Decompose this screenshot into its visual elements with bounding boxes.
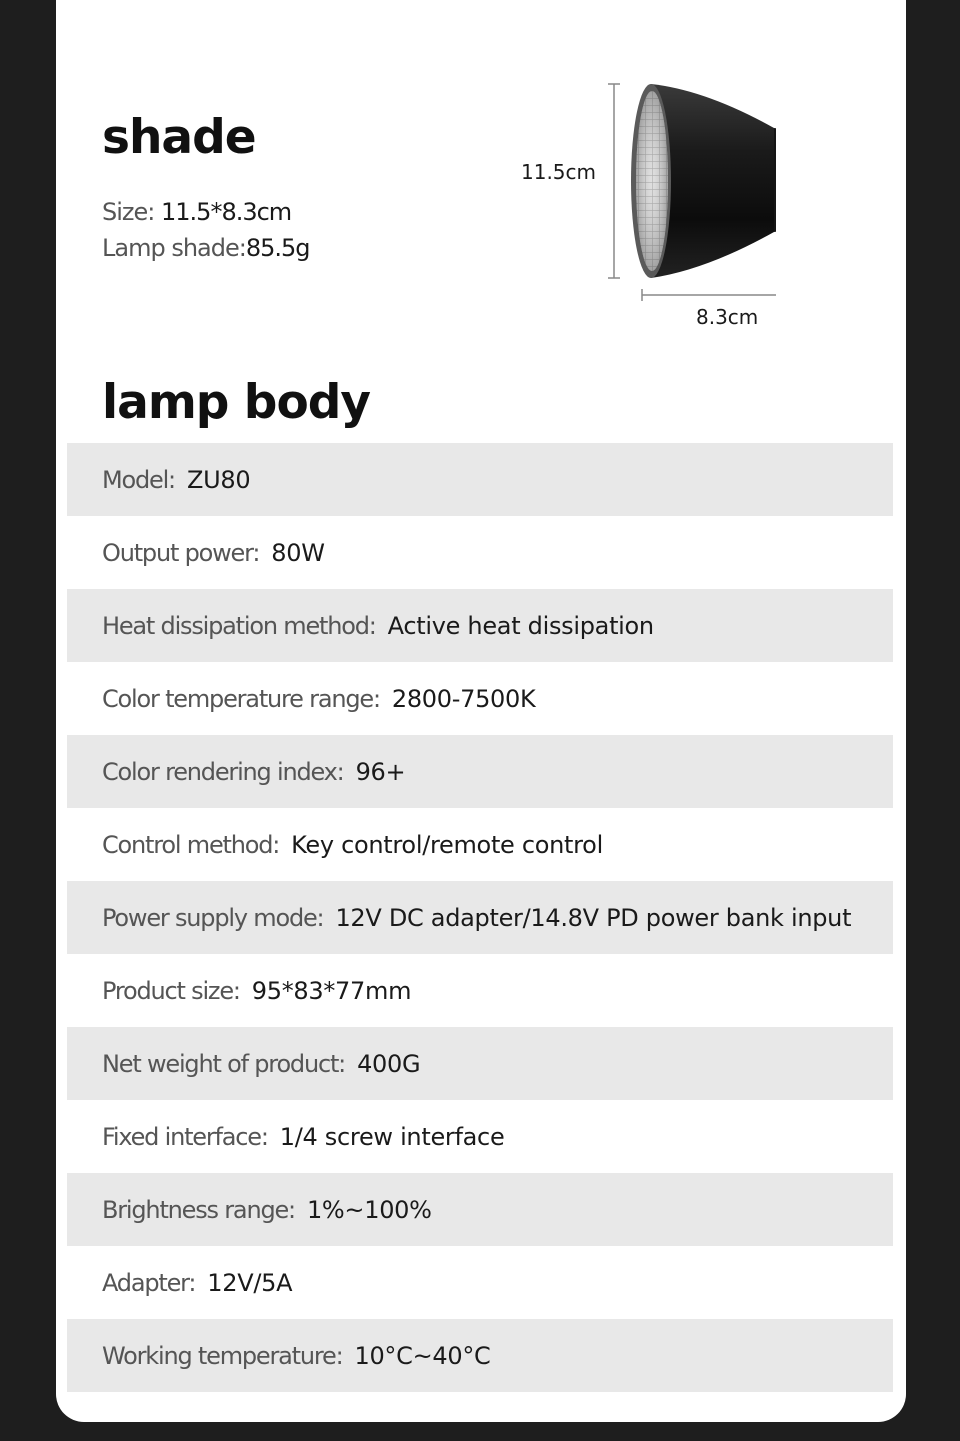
spec-row-power-supply xyxy=(67,881,893,954)
lamp-shade-diagram xyxy=(456,70,776,340)
shade-size-value: 11.5*8.3cm xyxy=(161,198,292,226)
spec-label: Output power: xyxy=(102,538,260,567)
shade-weight-spec xyxy=(102,234,310,262)
spec-row-color-temperature xyxy=(67,662,893,735)
shade-size-label: Size: xyxy=(102,198,155,226)
spec-row-control-method xyxy=(67,808,893,881)
spec-value: 1/4 screw interface xyxy=(279,1122,505,1151)
spec-row-brightness-range xyxy=(67,1173,893,1246)
spec-label: Model: xyxy=(102,465,175,494)
spec-card xyxy=(56,0,906,1422)
spec-label: Power supply mode: xyxy=(102,903,324,932)
spec-label: Working temperature: xyxy=(102,1341,343,1370)
shade-height-dimension: 11.5cm xyxy=(521,160,597,184)
spec-row-output-power xyxy=(67,516,893,589)
spec-value: 96+ xyxy=(355,757,406,786)
shade-size-spec xyxy=(102,198,291,226)
spec-row-model xyxy=(67,443,893,516)
lamp-body-title: lamp body xyxy=(102,375,371,430)
spec-label: Adapter: xyxy=(102,1268,196,1297)
lamp-shade-image xyxy=(456,70,776,340)
spec-value: 400G xyxy=(357,1049,421,1078)
spec-value: 1%~100% xyxy=(306,1195,432,1224)
spec-label: Net weight of product: xyxy=(102,1049,346,1078)
spec-label: Fixed interface: xyxy=(102,1122,268,1151)
spec-value: 2800-7500K xyxy=(391,684,536,713)
spec-label: Control method: xyxy=(102,830,280,859)
spec-value: 10°C~40°C xyxy=(354,1341,491,1370)
spec-value: Active heat dissipation xyxy=(387,611,654,640)
shade-width-dimension: 8.3cm xyxy=(696,305,759,329)
shade-title: shade xyxy=(102,110,256,165)
spec-value: 12V DC adapter/14.8V PD power bank input xyxy=(335,903,852,932)
spec-label: Brightness range: xyxy=(102,1195,295,1224)
spec-row-product-size xyxy=(67,954,893,1027)
spec-label: Heat dissipation method: xyxy=(102,611,376,640)
spec-row-working-temperature xyxy=(67,1319,893,1392)
spec-value: 12V/5A xyxy=(207,1268,293,1297)
spec-value: 95*83*77mm xyxy=(251,976,412,1005)
spec-row-adapter xyxy=(67,1246,893,1319)
spec-label: Product size: xyxy=(102,976,240,1005)
shade-weight-value: 85.5g xyxy=(245,234,310,262)
spec-row-heat-dissipation xyxy=(67,589,893,662)
spec-label: Color rendering index: xyxy=(102,757,344,786)
lamp-body-spec-table xyxy=(67,443,893,1392)
shade-weight-label: Lamp shade: xyxy=(102,234,246,262)
spec-value: ZU80 xyxy=(186,465,251,494)
spec-value: 80W xyxy=(271,538,325,567)
spec-row-fixed-interface xyxy=(67,1100,893,1173)
spec-row-net-weight xyxy=(67,1027,893,1100)
spec-label: Color temperature range: xyxy=(102,684,380,713)
spec-value: Key control/remote control xyxy=(291,830,603,859)
spec-row-color-rendering xyxy=(67,735,893,808)
